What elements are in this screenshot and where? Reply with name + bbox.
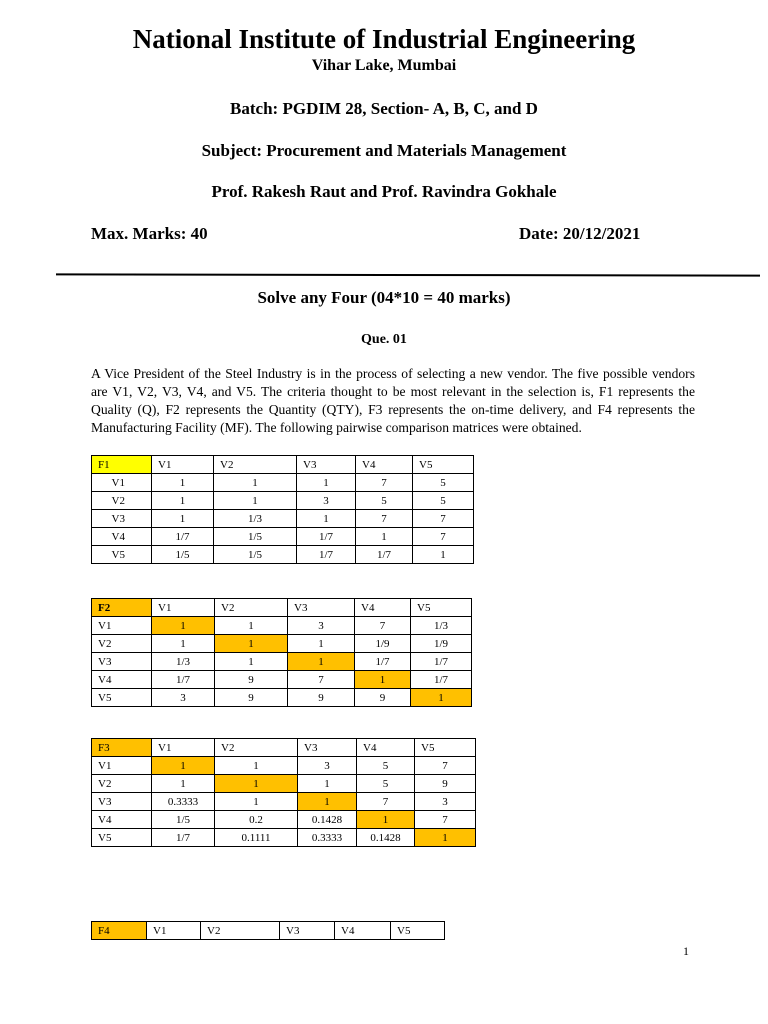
table-cell: 5: [357, 775, 415, 793]
table-cell: 1/7: [411, 653, 472, 671]
table-cell: 3: [152, 689, 215, 707]
institute-location: Vihar Lake, Mumbai: [311, 57, 457, 74]
table-cell: 7: [357, 793, 415, 811]
table-cell: 1: [214, 492, 297, 510]
table-cell: 5: [413, 474, 474, 492]
diagonal-cell: 1: [152, 757, 215, 775]
table-cell: 9: [415, 775, 476, 793]
table-cell: 9: [215, 689, 288, 707]
table-cell: 1/7: [152, 829, 215, 847]
table-row: [92, 775, 476, 793]
table-cell: 7: [413, 510, 474, 528]
diagonal-cell: 1: [355, 671, 411, 689]
table-cell: 1/5: [214, 546, 297, 564]
table-row: [92, 510, 474, 528]
table-cell: 1: [298, 775, 357, 793]
table-row: [92, 653, 472, 671]
f3-matrix: [91, 738, 476, 847]
column-header: V3: [297, 456, 356, 474]
table-row: [92, 528, 474, 546]
table-cell: 1: [152, 474, 214, 492]
matrix-label: F3: [92, 739, 152, 757]
subject-line: Subject: Procurement and Materials Management: [201, 141, 567, 160]
table-cell: 3: [297, 492, 356, 510]
max-marks: Max. Marks: 40: [91, 224, 208, 243]
table-cell: 0.3333: [152, 793, 215, 811]
column-header: V1: [152, 456, 214, 474]
batch-line: Batch: PGDIM 28, Section- A, B, C, and D: [230, 99, 538, 118]
table-cell: 3: [298, 757, 357, 775]
column-header: V1: [152, 599, 215, 617]
table-cell: 1/7: [411, 671, 472, 689]
diagonal-cell: 1: [152, 617, 215, 635]
column-header: V1: [147, 922, 201, 940]
column-header: V3: [298, 739, 357, 757]
table-cell: 7: [415, 757, 476, 775]
column-header: V2: [215, 599, 288, 617]
table-row: [92, 689, 472, 707]
row-header: V4: [92, 811, 152, 829]
table-cell: 7: [288, 671, 355, 689]
table-row: [92, 757, 476, 775]
column-header: V4: [356, 456, 413, 474]
row-header: V5: [92, 829, 152, 847]
column-header: V2: [215, 739, 298, 757]
table-cell: 1/5: [152, 546, 214, 564]
table-cell: 1: [152, 492, 214, 510]
table-cell: 1: [214, 474, 297, 492]
f2-matrix: [91, 598, 472, 707]
column-header: V4: [357, 739, 415, 757]
table-cell: 1: [152, 510, 214, 528]
header-divider: [56, 273, 760, 276]
table-cell: 0.2: [215, 811, 298, 829]
row-header: V1: [92, 474, 152, 492]
table-cell: 9: [288, 689, 355, 707]
row-header: V5: [92, 689, 152, 707]
table-cell: 1: [356, 528, 413, 546]
column-header: V1: [152, 739, 215, 757]
matrix-label: F4: [92, 922, 147, 940]
table-cell: 7: [415, 811, 476, 829]
question-text: A Vice President of the Steel Industry is in the process of selecting a new vendor. The five possible vendors are V1, V2, V3, V4, and V5. The criteria thought to be most relevant in the selection is, F1 represents the Quality (Q), F2 represents the Quantity (QTY), F3 represents the on-time delivery, and F4 represents the Manufacturing Facility (MF). The following pairwise comparison matrices were obtained.: [91, 366, 695, 435]
row-header: V3: [92, 793, 152, 811]
table-cell: 7: [413, 528, 474, 546]
diagonal-cell: 1: [215, 635, 288, 653]
column-header: V4: [355, 599, 411, 617]
row-header: V3: [92, 510, 152, 528]
column-header: V3: [280, 922, 335, 940]
column-header: V5: [415, 739, 476, 757]
institute-title: National Institute of Industrial Engineering: [132, 24, 636, 54]
table-cell: 0.3333: [298, 829, 357, 847]
table-cell: 1: [152, 775, 215, 793]
table-header-row: [92, 739, 476, 757]
table-row: [92, 546, 474, 564]
table-cell: 1: [413, 546, 474, 564]
table-header-row: [92, 599, 472, 617]
table-cell: 0.1428: [298, 811, 357, 829]
row-header: V2: [92, 775, 152, 793]
table-row: [92, 671, 472, 689]
table-cell: 5: [357, 757, 415, 775]
table-cell: 3: [288, 617, 355, 635]
table-cell: 1: [152, 635, 215, 653]
table-cell: 1/7: [152, 671, 215, 689]
instructions: Solve any Four (04*10 = 40 marks): [257, 288, 511, 307]
row-header: V4: [92, 671, 152, 689]
table-cell: 1: [215, 757, 298, 775]
table-cell: 1/7: [297, 546, 356, 564]
table-row: [92, 474, 474, 492]
row-header: V5: [92, 546, 152, 564]
column-header: V5: [411, 599, 472, 617]
column-header: V3: [288, 599, 355, 617]
table-cell: 1/3: [411, 617, 472, 635]
table-cell: 1: [288, 635, 355, 653]
table-cell: 5: [356, 492, 413, 510]
table-row: [92, 811, 476, 829]
table-cell: 1: [297, 474, 356, 492]
table-cell: 1: [215, 617, 288, 635]
table-cell: 1: [297, 510, 356, 528]
table-cell: 1/7: [297, 528, 356, 546]
column-header: V5: [413, 456, 474, 474]
diagonal-cell: 1: [415, 829, 476, 847]
f1-matrix: [91, 455, 474, 564]
table-row: [92, 793, 476, 811]
exam-date: Date: 20/12/2021: [519, 224, 641, 243]
row-header: V3: [92, 653, 152, 671]
table-cell: 1/7: [356, 546, 413, 564]
table-cell: 7: [355, 617, 411, 635]
matrix-label: F1: [92, 456, 152, 474]
row-header: V4: [92, 528, 152, 546]
table-cell: 9: [355, 689, 411, 707]
table-cell: 0.1111: [215, 829, 298, 847]
f4-matrix: [91, 921, 445, 940]
table-cell: 7: [356, 510, 413, 528]
table-cell: 1/9: [355, 635, 411, 653]
professors-line: Prof. Rakesh Raut and Prof. Ravindra Gokhale: [211, 182, 557, 201]
table-cell: 0.1428: [357, 829, 415, 847]
table-cell: 1/5: [152, 811, 215, 829]
table-cell: 5: [413, 492, 474, 510]
row-header: V1: [92, 617, 152, 635]
table-header-row: [92, 456, 474, 474]
question-label: Que. 01: [361, 332, 407, 347]
diagonal-cell: 1: [357, 811, 415, 829]
table-cell: 1: [215, 653, 288, 671]
diagonal-cell: 1: [288, 653, 355, 671]
table-cell: 1/7: [355, 653, 411, 671]
table-cell: 1/3: [214, 510, 297, 528]
column-header: V4: [335, 922, 391, 940]
column-header: V2: [214, 456, 297, 474]
table-header-row: [92, 922, 445, 940]
table-row: [92, 617, 472, 635]
page-number: 1: [683, 944, 689, 958]
table-row: [92, 635, 472, 653]
row-header: V2: [92, 635, 152, 653]
diagonal-cell: 1: [411, 689, 472, 707]
table-row: [92, 829, 476, 847]
table-row: [92, 492, 474, 510]
diagonal-cell: 1: [298, 793, 357, 811]
table-cell: 9: [215, 671, 288, 689]
table-cell: 1/3: [152, 653, 215, 671]
column-header: V5: [391, 922, 445, 940]
column-header: V2: [201, 922, 280, 940]
row-header: V1: [92, 757, 152, 775]
table-cell: 1: [215, 793, 298, 811]
table-cell: 1/7: [152, 528, 214, 546]
table-cell: 1/5: [214, 528, 297, 546]
table-cell: 7: [356, 474, 413, 492]
table-cell: 1/9: [411, 635, 472, 653]
matrix-label: F2: [92, 599, 152, 617]
row-header: V2: [92, 492, 152, 510]
table-cell: 3: [415, 793, 476, 811]
diagonal-cell: 1: [215, 775, 298, 793]
